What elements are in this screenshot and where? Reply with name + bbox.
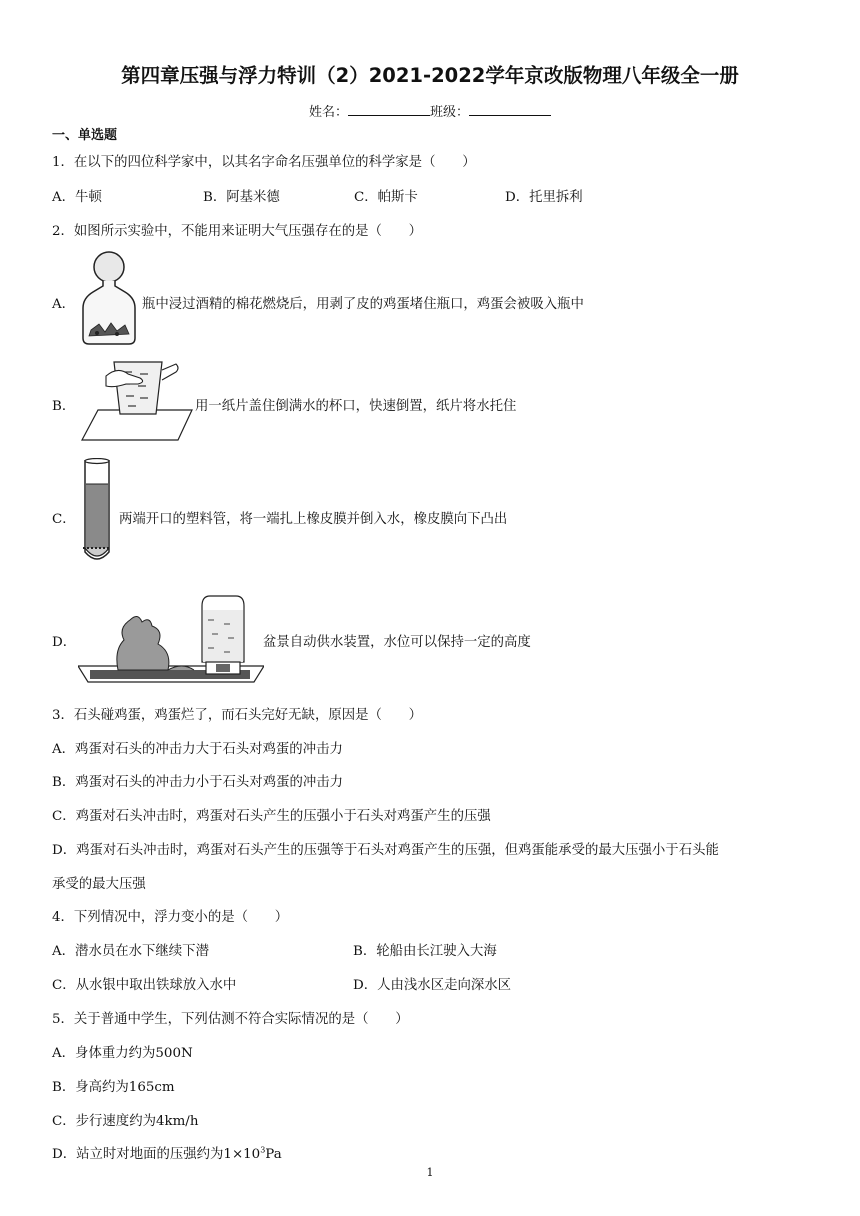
plant-water-supply-figure	[78, 590, 264, 694]
question-5-stem: 5．关于普通中学生，下列估测不符合实际情况的是（ ）	[52, 1012, 409, 1027]
page-number: 1	[426, 1166, 434, 1179]
q3-option-a: A．鸡蛋对石头的冲击力大于石头对鸡蛋的冲击力	[52, 742, 343, 757]
q5-option-d	[52, 1143, 282, 1162]
q2-option-b-text: 用一纸片盖住倒满水的杯口，快速倒置，纸片将水托住	[195, 399, 517, 414]
bottle-egg-figure	[77, 248, 141, 350]
q2-option-b-letter: B．	[52, 399, 76, 414]
q3-option-c: C．鸡蛋对石头冲击时，鸡蛋对石头产生的压强小于石头对鸡蛋产生的压强	[52, 809, 491, 824]
q2-option-a-letter: A．	[52, 297, 76, 312]
q5-option-d-prefix: D．站立时对地面的压强约为1×10	[52, 1147, 261, 1162]
q2-option-c-letter: C．	[52, 512, 76, 527]
student-info	[0, 101, 860, 120]
question-2-stem: 2．如图所示实验中，不能用来证明大气压强存在的是（ ）	[52, 224, 423, 239]
q4-option-c: C．从水银中取出铁球放入水中	[52, 978, 237, 993]
class-label: 班级：	[430, 105, 470, 120]
plastic-tube-figure	[79, 458, 115, 572]
section-heading: 一、单选题	[52, 128, 118, 143]
question-3-stem: 3．石头碰鸡蛋，鸡蛋烂了，而石头完好无缺，原因是（ ）	[52, 708, 423, 723]
q1-option-d: D．托里拆利	[505, 190, 583, 205]
q5-option-d-exponent: 3	[260, 1145, 266, 1155]
q2-option-d-text: 盆景自动供水装置，水位可以保持一定的高度	[263, 635, 531, 650]
q2-option-a-text: 瓶中浸过酒精的棉花燃烧后，用剥了皮的鸡蛋堵住瓶口，鸡蛋会被吸入瓶中	[142, 297, 584, 312]
q5-option-d-unit: Pa	[265, 1147, 282, 1162]
q4-option-d: D．人由浅水区走向深水区	[353, 978, 512, 993]
q1-option-b: B．阿基米德	[203, 190, 280, 205]
q2-option-c-text: 两端开口的塑料管，将一端扎上橡皮膜并倒入水，橡皮膜向下凸出	[119, 512, 508, 527]
class-blank	[469, 103, 551, 116]
q5-option-a: A．身体重力约为500N	[52, 1046, 193, 1061]
q2-option-d-letter: D．	[52, 635, 77, 650]
q1-option-a: A．牛顿	[52, 190, 102, 205]
name-blank	[348, 103, 430, 116]
q5-option-b: B．身高约为165cm	[52, 1080, 175, 1095]
inverted-cup-figure	[80, 358, 196, 446]
q3-option-b: B．鸡蛋对石头的冲击力小于石头对鸡蛋的冲击力	[52, 775, 344, 790]
name-label: 姓名：	[308, 105, 348, 120]
q4-option-b: B．轮船由长江驶入大海	[353, 944, 497, 959]
q3-option-d: D．鸡蛋对石头冲击时，鸡蛋对石头产生的压强等于石头对鸡蛋产生的压强，但鸡蛋能承受的最大压强小于石头能	[52, 843, 719, 858]
question-1-stem: 1．在以下的四位科学家中，以其名字命名压强单位的科学家是（ ）	[52, 155, 476, 170]
q1-option-c: C．帕斯卡	[354, 190, 418, 205]
page-title: 第四章压强与浮力特训（2）2021-2022学年京改版物理八年级全一册	[121, 64, 739, 87]
q4-option-a: A．潜水员在水下继续下潜	[52, 944, 209, 959]
q3-option-d-continued: 承受的最大压强	[52, 877, 146, 892]
question-4-stem: 4．下列情况中，浮力变小的是（ ）	[52, 910, 289, 925]
q5-option-c: C．步行速度约为4km/h	[52, 1114, 199, 1129]
